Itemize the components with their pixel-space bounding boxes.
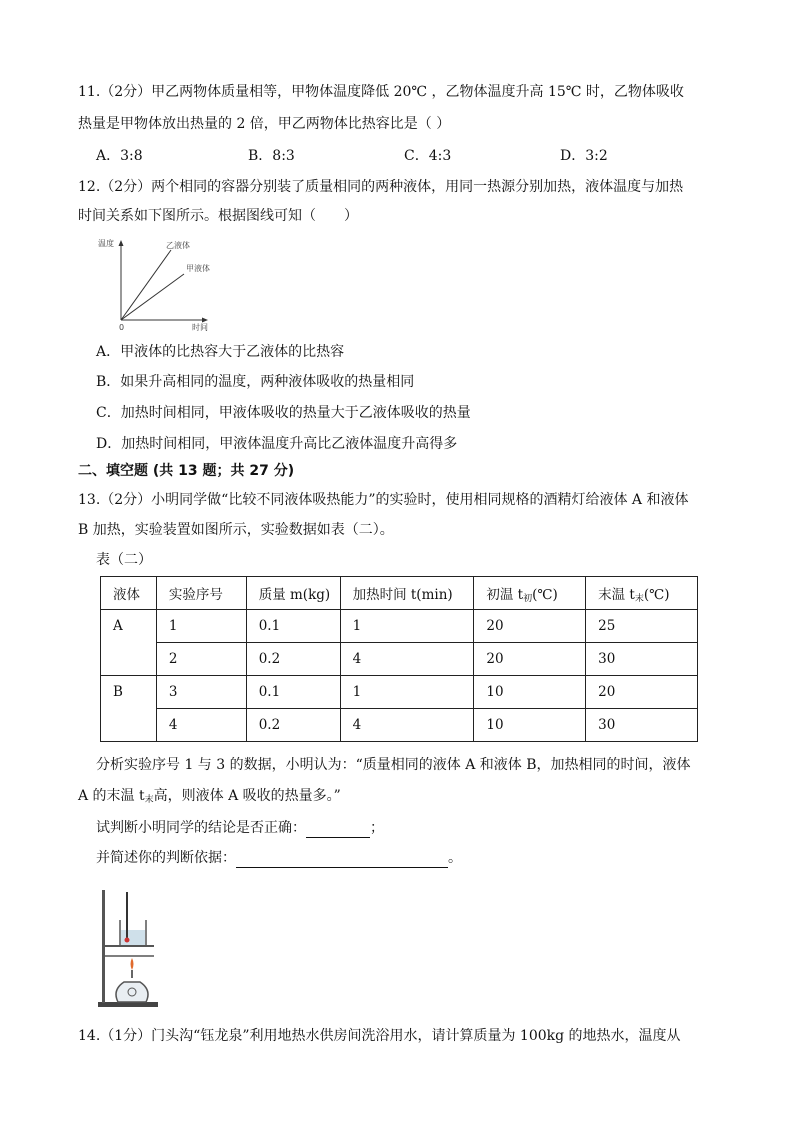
experiment-data-table: [100, 576, 698, 742]
q12-option-d: D．加热时间相同，甲液体温度升高比乙液体温度升高得多: [96, 436, 458, 452]
graph-line-yi: [121, 250, 171, 320]
table-cell: 1: [340, 676, 474, 709]
q13-judge-line: 试判断小明同学的结论是否正确： ；: [96, 820, 384, 836]
graph-xlabel: 时间: [192, 323, 208, 332]
table-cell: 0.1: [246, 610, 340, 643]
table-cell: 30: [586, 709, 698, 742]
q11-options: [96, 145, 656, 165]
header-heat-time: 加热时间 t(min): [340, 577, 474, 610]
judge-answer-blank[interactable]: [306, 821, 370, 838]
q12-text-line1: 12.（2分）两个相同的容器分别装了质量相同的两种液体，用同一热源分别加热，液体温度与加热: [78, 179, 684, 195]
graph-line-jia: [121, 274, 184, 320]
q12-option-c: C．加热时间相同，甲液体吸收的热量大于乙液体吸收的热量: [96, 405, 471, 421]
q13-reason-line: 并简述你的判断依据： 。: [96, 850, 462, 866]
header-liquid: 液体: [101, 577, 157, 610]
graph-label-jia: 甲液体: [186, 264, 210, 273]
table-cell: 3: [156, 676, 246, 709]
table-cell: 25: [586, 610, 698, 643]
table-cell: 0.2: [246, 709, 340, 742]
table-cell: 1: [156, 610, 246, 643]
table-cell: 4: [340, 643, 474, 676]
table-header-row: [101, 577, 698, 610]
header-initial-temp: 初温 $t_初(℃)$: [474, 577, 586, 610]
table-row: [101, 610, 698, 643]
table-row: [101, 643, 698, 676]
q13-analysis-line2: A 的末温 $t_末$高，则液体 A 吸收的热量多。”: [78, 788, 341, 805]
q13-text-line1: 13.（2分）小明同学做“比较不同液体吸热能力”的实验时，使用相同规格的酒精灯给液体 A 和液体: [78, 492, 689, 508]
q11-option-d: D．3:2: [560, 148, 608, 164]
table-row: [101, 709, 698, 742]
graph-ylabel: 温度: [98, 239, 114, 248]
table-cell: 10: [474, 676, 586, 709]
q13-text-line2: B 加热，实验装置如图所示，实验数据如表（二）。: [78, 522, 394, 538]
graph-y-arrow: [119, 240, 124, 246]
cell-liquid-b: B: [101, 676, 157, 742]
graph-x-arrow: [202, 318, 208, 323]
q11-text-line1: 11.（2分）甲乙两物体质量相等，甲物体温度降低 20℃ ，乙物体温度升高 15℃ 时，乙物体吸收: [78, 84, 684, 100]
q12-text-line2: 时间关系如下图所示。根据图线可知（ ）: [78, 208, 358, 224]
reason-answer-blank[interactable]: [236, 851, 448, 868]
table-cell: 2: [156, 643, 246, 676]
table-cell: 4: [340, 709, 474, 742]
table-cell: 1: [340, 610, 474, 643]
table-cell: 4: [156, 709, 246, 742]
graph-origin: 0: [119, 323, 125, 332]
q11-option-a: A．3:8: [96, 148, 143, 164]
table-row: [101, 676, 698, 709]
header-final-temp: 末温 $t_末(℃)$: [586, 577, 698, 610]
table-cell: 30: [586, 643, 698, 676]
heating-apparatus-illustration: [96, 884, 162, 1010]
temperature-time-graph: [96, 236, 246, 332]
q11-text-line2: 热量是甲物体放出热量的 2 倍，甲乙两物体比热容比是（ ）: [78, 116, 451, 132]
table-cell: 20: [586, 676, 698, 709]
table-caption: 表（二）: [96, 552, 152, 568]
q14-text-line1: 14.（1分）门头沟“钰龙泉”利用地热水供房间洗浴用水，请计算质量为 100kg 的地热水，温度从: [78, 1028, 681, 1044]
header-mass: 质量 m(kg): [246, 577, 340, 610]
q12-option-b: B．如果升高相同的温度，两种液体吸收的热量相同: [96, 374, 415, 390]
table-cell: 20: [474, 643, 586, 676]
table-cell: 0.1: [246, 676, 340, 709]
q11-option-b: B．8:3: [248, 148, 295, 164]
cell-liquid-a: A: [101, 610, 157, 676]
header-exp-no: 实验序号: [156, 577, 246, 610]
q13-analysis-line1: 分析实验序号 1 与 3 的数据，小明认为：“质量相同的液体 A 和液体 B，加热相同的时间，液体: [96, 757, 691, 773]
table-cell: 20: [474, 610, 586, 643]
table-cell: 10: [474, 709, 586, 742]
graph-label-yi: 乙液体: [166, 241, 190, 250]
table-cell: 0.2: [246, 643, 340, 676]
q11-option-c: C．4:3: [404, 148, 452, 164]
q12-option-a: A．甲液体的比热容大于乙液体的比热容: [96, 344, 345, 360]
section-heading-fill-blank: 二、填空题 (共 13 题；共 27 分): [78, 463, 295, 479]
